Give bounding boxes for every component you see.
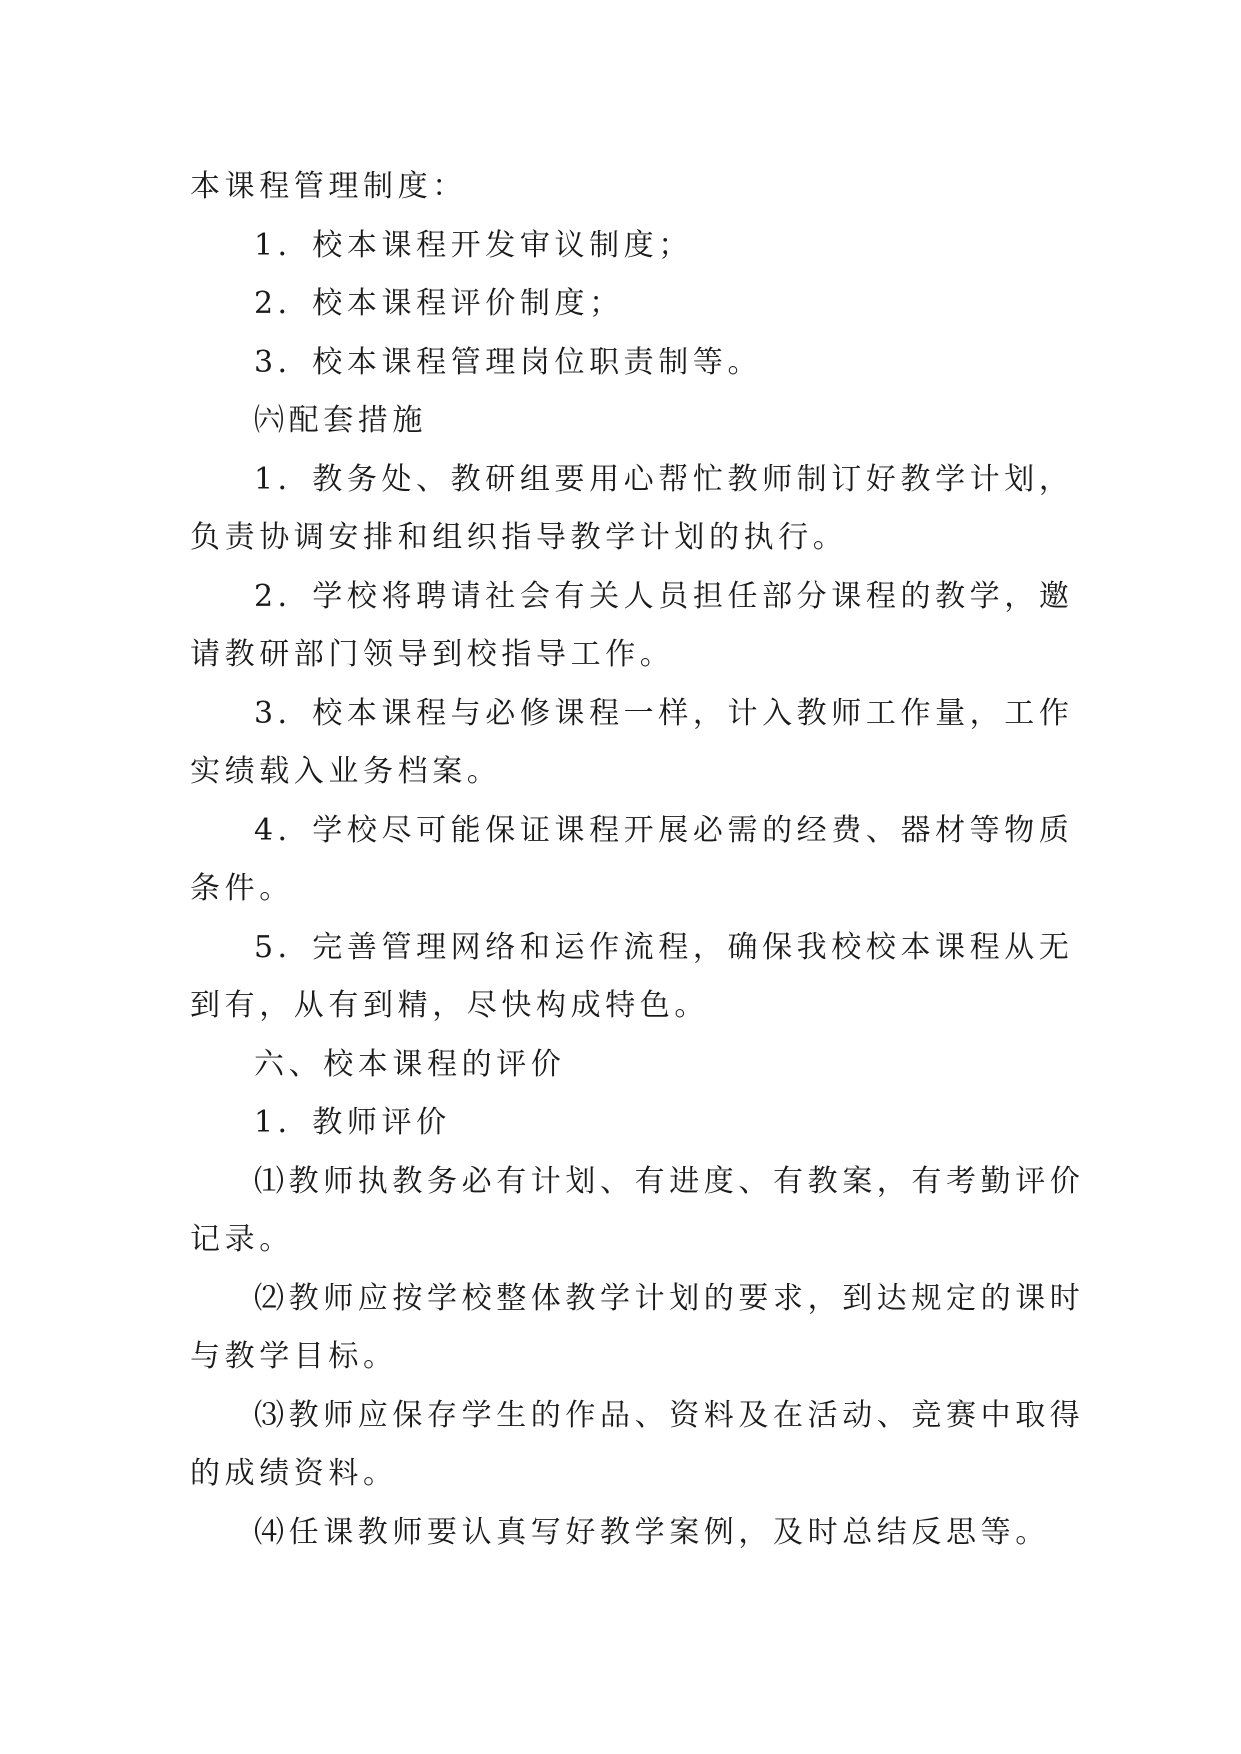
text-line: 请教研部门领导到校指导工作。: [190, 637, 675, 672]
text-line: 与教学目标。: [190, 1339, 398, 1374]
text-line: ⑴教师执教务必有计划、有进度、有教案，有考勤评价: [254, 1163, 1085, 1199]
text-line: 2．校本课程评价制度；: [254, 286, 624, 321]
text-line: 5．完善管理网络和运作流程，确保我校校本课程从无: [254, 929, 1074, 965]
text-line: 条件。: [190, 871, 294, 906]
text-line: 负责协调安排和组织指导教学计划的执行。: [190, 520, 848, 555]
text-line: 1．校本课程开发审议制度；: [254, 227, 693, 263]
document-body: [190, 158, 1085, 1562]
subsection-heading: 1．教师评价: [254, 1105, 451, 1140]
text-line: 到有，从有到精，尽快构成特色。: [190, 988, 709, 1023]
text-line: ⑶教师应保存学生的作品、资料及在活动、竞赛中取得: [254, 1397, 1085, 1433]
text-line: 记录。: [190, 1222, 294, 1257]
section-heading: ㈥配套措施: [254, 403, 427, 438]
text-line: 的成绩资料。: [190, 1456, 398, 1491]
text-line: 2．学校将聘请社会有关人员担任部分课程的教学，邀: [254, 578, 1074, 614]
section-heading: 六、校本课程的评价: [254, 1046, 566, 1082]
text-line: 4．学校尽可能保证课程开展必需的经费、器材等物质: [254, 812, 1074, 848]
text-line: 1．教务处、教研组要用心帮忙教师制订好教学计划，: [254, 461, 1074, 497]
text-line: ⑵教师应按学校整体教学计划的要求，到达规定的课时: [254, 1280, 1085, 1316]
text-line: ⑷任课教师要认真写好教学案例，及时总结反思等。: [254, 1514, 1050, 1550]
text-line: 3．校本课程管理岗位职责制等。: [254, 344, 763, 380]
text-line: 实绩载入业务档案。: [190, 754, 502, 789]
text-line: 本课程管理制度：: [190, 169, 467, 204]
text-line: 3．校本课程与必修课程一样，计入教师工作量，工作: [254, 695, 1074, 731]
